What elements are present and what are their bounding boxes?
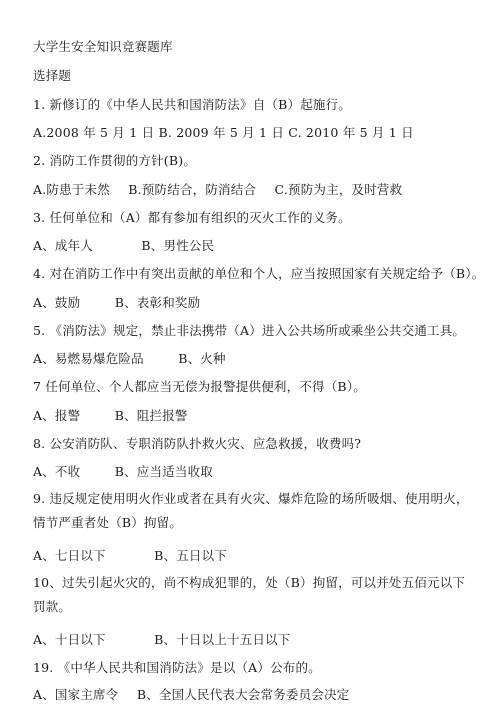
question-2: 2. 消防工作贯彻的方针(B)。	[33, 153, 197, 168]
option-b: B.预防结合，防消结合	[128, 182, 257, 197]
option-a: A、不收	[33, 464, 81, 479]
option-a: A、十日以下	[33, 632, 106, 647]
question-3: 3. 任何单位和（A）都有参加有组织的灭火工作的义务。	[33, 210, 351, 225]
question-7-options	[33, 407, 473, 424]
question-19: 19. 《中华人民共和国消防法》是以（A）公布的。	[33, 660, 321, 675]
option-a: A.防患于未然	[33, 182, 110, 197]
question-9-options	[33, 547, 473, 564]
question-8-options	[33, 463, 473, 480]
option-a: A、成年人	[33, 238, 94, 253]
question-9: 9. 违反规定使用明火作业或者在具有火灾、爆炸危险的场所吸烟、使用明火，情节严重者处（B）拘留。	[33, 491, 469, 530]
option-b: B、全国人民代表大会常务委员会决定	[136, 687, 350, 702]
question-1-options: A.2008 年 5 月 1 日 B. 2009 年 5 月 1 日 C. 2010 年 5 月 1 日	[33, 125, 414, 140]
question-4: 4. 对在消防工作中有突出贡献的单位和个人，应当按照国家有关规定给予（B）。	[33, 266, 485, 281]
question-5-options	[33, 350, 473, 367]
option-b: B、应当适当收取	[114, 464, 213, 479]
doc-title: 大学生安全知识竞赛题库	[33, 39, 173, 54]
option-a: A、国家主席令	[33, 687, 119, 702]
option-b: B、十日以上十五日以下	[154, 632, 291, 647]
option-c: C.预防为主，及时营救	[274, 182, 403, 197]
option-b: B、男性公民	[141, 238, 215, 253]
option-a: A、鼓励	[33, 295, 81, 310]
question-5: 5. 《消防法》规定，禁止非法携带（A）进入公共场所或乘坐公共交通工具。	[33, 323, 466, 338]
question-4-options	[33, 294, 473, 311]
question-8: 8. 公安消防队、专职消防队扑救火灾、应急救援，收费吗?	[33, 436, 362, 451]
question-19-options	[33, 686, 473, 703]
question-7: 7 任何单位、个人都应当无偿为报警提供便利，不得（B）。	[33, 379, 366, 394]
option-a: A、报警	[33, 408, 81, 423]
option-a: A、七日以下	[33, 548, 106, 563]
question-10-options	[33, 631, 473, 648]
question-2-options	[33, 181, 473, 198]
question-10: 10、过失引起火灾的，尚不构成犯罪的，处（B）拘留，可以并处五佰元以下罚款。	[33, 575, 466, 614]
option-b: B、阻拦报警	[114, 408, 188, 423]
option-a: A、易燃易爆危险品	[33, 351, 144, 366]
section-heading: 选择题	[33, 68, 72, 83]
option-b: B、五日以下	[154, 548, 227, 563]
question-1: 1. 新修订的《中华人民共和国消防法》自（B）起施行。	[33, 97, 351, 112]
option-b: B、火种	[178, 351, 226, 366]
question-3-options	[33, 237, 473, 254]
option-b: B、表彰和奖励	[114, 295, 201, 310]
